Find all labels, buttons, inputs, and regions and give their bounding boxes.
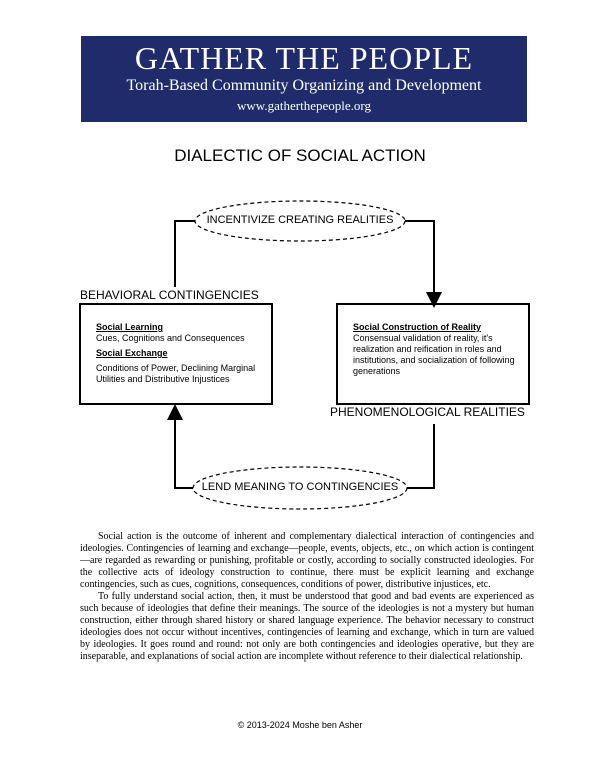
social-exchange-heading: Social Exchange (96, 348, 168, 358)
phenomenological-realities-label: PHENOMENOLOGICAL REALITIES (330, 405, 525, 419)
social-construction-heading: Social Construction of Reality (353, 322, 482, 332)
social-learning-text: Cues, Cognitions and Consequences (96, 333, 245, 343)
paragraph-2: To fully understand social action, then, it must be understood that good and bad events are experienced as such because of ideologies that define their meanings. The source of the ideologies is not a mystery but human construction, either through shared history or shared language experience. The behavior necessary to construct ideologies does not occur without incentives, contingencies of learning and exchange, which in turn are valued by ideologies. It goes round and round: not only are both contingencies and ideologies operative, but they are inseparable, and explanations of social action are incomplete without reference to their dialectical relationship. (80, 591, 534, 662)
social-exchange-text: Conditions of Power, Declining Marginal Utilities and Distributive Injustices (96, 363, 256, 384)
bottom-left-arrow (175, 412, 193, 488)
body-text (80, 531, 534, 663)
copyright-footer: © 2013-2024 Moshe ben Asher (237, 720, 363, 730)
social-construction-text: Consensual validation of reality, it's realization and reification in roles and institutions, and socialization of following generations (353, 333, 515, 376)
bottom-right-connector (407, 424, 434, 488)
social-learning-heading: Social Learning (96, 322, 164, 332)
bottom-oval-label: LEND MEANING TO CONTINGENCIES (201, 481, 399, 493)
right-box-text (353, 322, 521, 377)
banner-url[interactable]: www.gatherthepeople.org (237, 98, 371, 113)
paragraph-1: Social action is the outcome of inherent and complementary dialectical interaction of contingencies and ideologies. Contingencies of learning and exchange—people, events, objects, etc., on which action is contingent—are regarded as rewarding or punishing, profitable or costly, according to socially constructed ideologies. For the collective acts of ideology construction to continue, there must be explicit learning and exchange contingencies, such as cues, cognitions, consequences, conditions of power, distributive injustices, etc. (80, 531, 534, 590)
top-right-arrow (405, 221, 434, 300)
page-title: DIALECTIC OF SOCIAL ACTION (174, 146, 426, 165)
banner-title: GATHER THE PEOPLE (134, 40, 474, 76)
top-oval-label: INCENTIVIZE CREATING REALITIES (206, 214, 394, 226)
banner-subtitle: Torah-Based Community Organizing and Development (126, 77, 482, 94)
left-box-text (96, 322, 264, 385)
top-left-connector (175, 221, 195, 287)
behavioral-contingencies-label: BEHAVIORAL CONTINGENCIES (80, 288, 259, 302)
